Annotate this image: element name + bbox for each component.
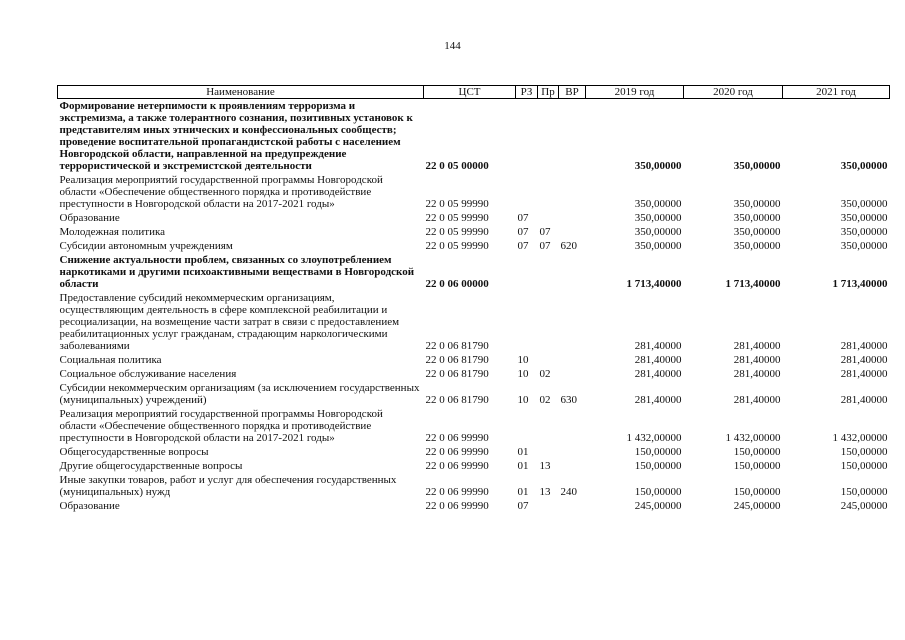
row-2020-cell: 281,40000 — [733, 354, 781, 366]
row-rz-cell — [516, 291, 538, 353]
row-2021-cell: 350,00000 — [840, 160, 888, 172]
row-2020-cell: 150,00000 — [733, 460, 781, 472]
row-vr-cell — [559, 459, 586, 473]
row-2021-cell: 281,40000 — [840, 340, 888, 352]
table-row — [58, 225, 890, 239]
row-vr-cell — [559, 353, 586, 367]
table-row — [58, 381, 890, 407]
row-rz-cell: 10 — [517, 354, 529, 366]
row-vr-cell — [559, 173, 586, 211]
table-row — [58, 291, 890, 353]
row-2020-cell: 281,40000 — [733, 368, 781, 380]
row-pr-cell — [538, 173, 559, 211]
row-2021-cell: 350,00000 — [840, 226, 888, 238]
row-pr-cell: 13 — [539, 486, 551, 498]
header-cst: ЦСТ — [424, 86, 516, 99]
header-name: Наименование — [58, 86, 424, 99]
row-2019-cell: 350,00000 — [634, 198, 682, 210]
row-cst-cell: 22 0 05 00000 — [425, 160, 489, 172]
row-2020-cell: 1 713,40000 — [725, 278, 781, 290]
row-name-cell: Иные закупки товаров, работ и услуг для обеспечения государственных (муниципальных) нужд — [59, 474, 397, 498]
header-vr: ВР — [559, 86, 586, 99]
row-name-cell: Реализация мероприятий государственной программы Новгородской области «Обеспечение общественного порядка и противодействие преступности в Новгородской области на 2017-2021 годы» — [59, 174, 383, 210]
row-vr-cell — [559, 367, 586, 381]
row-2020-cell: 350,00000 — [733, 160, 781, 172]
row-vr-cell — [559, 253, 586, 291]
row-rz-cell — [516, 407, 538, 445]
row-2021-cell: 150,00000 — [840, 446, 888, 458]
row-cst-cell: 22 0 06 81790 — [425, 368, 489, 380]
row-pr-cell: 07 — [539, 226, 551, 238]
row-name-cell: Молодежная политика — [59, 226, 166, 238]
table-row — [58, 407, 890, 445]
table-header-row — [58, 86, 890, 99]
row-name-cell: Другие общегосударственные вопросы — [59, 460, 243, 472]
row-vr-cell — [559, 407, 586, 445]
row-2020-cell: 1 432,00000 — [725, 432, 781, 444]
row-2021-cell: 281,40000 — [840, 368, 888, 380]
row-pr-cell — [538, 407, 559, 445]
table-row — [58, 459, 890, 473]
row-2021-cell: 1 713,40000 — [832, 278, 888, 290]
header-rz: РЗ — [516, 86, 538, 99]
row-pr-cell — [538, 445, 559, 459]
row-cst-cell: 22 0 06 81790 — [425, 340, 489, 352]
row-2020-cell: 350,00000 — [733, 240, 781, 252]
row-vr-cell — [559, 225, 586, 239]
row-2019-cell: 350,00000 — [634, 212, 682, 224]
row-2019-cell: 281,40000 — [634, 368, 682, 380]
table-row — [58, 253, 890, 291]
table-row — [58, 473, 890, 499]
row-name-cell: Субсидии некоммерческим организациям (за исключением государственных (муниципальных) учреждений) — [59, 382, 420, 406]
row-rz-cell: 07 — [517, 240, 529, 252]
row-pr-cell — [538, 211, 559, 225]
row-name-cell: Общегосударственные вопросы — [59, 446, 209, 458]
row-pr-cell: 07 — [539, 240, 551, 252]
row-2021-cell: 150,00000 — [840, 486, 888, 498]
table-row — [58, 353, 890, 367]
row-name-cell: Образование — [59, 500, 120, 512]
row-rz-cell: 01 — [517, 446, 529, 458]
row-name-cell: Социальная политика — [59, 354, 162, 366]
row-name-cell: Формирование нетерпимости к проявлениям терроризма и экстремизма, а также толерантного сознания, позитивных установок к представителям иных этнических и конфессиональных сообществ; проведение воспитательной пропагандистской работы с населением Новгородской области, направленной на предупреждение террористической и экстремистской деятельности — [59, 100, 413, 172]
row-2020-cell: 245,00000 — [733, 500, 781, 512]
row-name-cell: Снижение актуальности проблем, связанных со злоупотреблением наркотиками и другими психоактивными веществами в Новгородской области — [59, 254, 415, 290]
row-cst-cell: 22 0 06 99990 — [425, 500, 489, 512]
row-2021-cell: 1 432,00000 — [832, 432, 888, 444]
row-pr-cell: 13 — [539, 460, 551, 472]
row-cst-cell: 22 0 06 99990 — [425, 460, 489, 472]
row-2019-cell: 245,00000 — [634, 500, 682, 512]
row-cst-cell: 22 0 06 99990 — [425, 486, 489, 498]
row-vr-cell — [559, 291, 586, 353]
row-2020-cell: 150,00000 — [733, 486, 781, 498]
row-2020-cell: 281,40000 — [733, 394, 781, 406]
row-2021-cell: 281,40000 — [840, 394, 888, 406]
row-2019-cell: 350,00000 — [634, 160, 682, 172]
page-number: 144 — [444, 40, 461, 52]
row-2019-cell: 150,00000 — [634, 486, 682, 498]
table-row — [58, 173, 890, 211]
header-pr: Пр — [538, 86, 559, 99]
row-rz-cell — [516, 99, 538, 174]
row-2019-cell: 350,00000 — [634, 240, 682, 252]
row-pr-cell — [538, 353, 559, 367]
row-2019-cell: 281,40000 — [634, 394, 682, 406]
row-2021-cell: 350,00000 — [840, 240, 888, 252]
row-cst-cell: 22 0 06 81790 — [425, 394, 489, 406]
row-cst-cell: 22 0 05 99990 — [425, 198, 489, 210]
table-row — [58, 99, 890, 174]
header-2019: 2019 год — [586, 86, 684, 99]
row-2021-cell: 350,00000 — [840, 212, 888, 224]
row-rz-cell: 10 — [517, 394, 529, 406]
header-2021: 2021 год — [783, 86, 890, 99]
row-2021-cell: 150,00000 — [840, 460, 888, 472]
row-vr-cell — [559, 211, 586, 225]
row-vr-cell: 620 — [560, 240, 577, 252]
row-2021-cell: 281,40000 — [840, 354, 888, 366]
row-rz-cell — [516, 173, 538, 211]
row-2019-cell: 150,00000 — [634, 460, 682, 472]
row-pr-cell: 02 — [539, 394, 551, 406]
row-vr-cell — [559, 445, 586, 459]
budget-table — [57, 85, 890, 513]
row-cst-cell: 22 0 06 99990 — [425, 432, 489, 444]
row-pr-cell — [538, 291, 559, 353]
row-rz-cell: 01 — [517, 486, 529, 498]
table-row — [58, 499, 890, 513]
table-row — [58, 239, 890, 253]
table-row — [58, 211, 890, 225]
row-pr-cell — [538, 99, 559, 174]
row-pr-cell: 02 — [539, 368, 551, 380]
row-cst-cell: 22 0 05 99990 — [425, 212, 489, 224]
row-rz-cell: 07 — [517, 212, 529, 224]
table-row — [58, 445, 890, 459]
row-2019-cell: 281,40000 — [634, 340, 682, 352]
row-name-cell: Социальное обслуживание населения — [59, 368, 237, 380]
row-vr-cell: 630 — [560, 394, 577, 406]
row-2019-cell: 1 432,00000 — [626, 432, 682, 444]
row-2019-cell: 1 713,40000 — [626, 278, 682, 290]
table-row — [58, 367, 890, 381]
row-pr-cell — [538, 499, 559, 513]
row-rz-cell: 01 — [517, 460, 529, 472]
row-vr-cell — [559, 499, 586, 513]
row-cst-cell: 22 0 06 00000 — [425, 278, 489, 290]
row-rz-cell: 07 — [517, 226, 529, 238]
row-name-cell: Реализация мероприятий государственной программы Новгородской области «Обеспечение общественного порядка и противодействие преступности в Новгородской области на 2017-2021 годы» — [59, 408, 383, 444]
row-2021-cell: 245,00000 — [840, 500, 888, 512]
row-2021-cell: 350,00000 — [840, 198, 888, 210]
row-cst-cell: 22 0 06 99990 — [425, 446, 489, 458]
row-2019-cell: 281,40000 — [634, 354, 682, 366]
header-2020: 2020 год — [684, 86, 783, 99]
row-name-cell: Образование — [59, 212, 120, 224]
row-vr-cell — [559, 99, 586, 174]
row-cst-cell: 22 0 05 99990 — [425, 240, 489, 252]
row-cst-cell: 22 0 05 99990 — [425, 226, 489, 238]
row-2020-cell: 281,40000 — [733, 340, 781, 352]
table-body — [58, 99, 890, 514]
row-name-cell: Предоставление субсидий некоммерческим организациям, осуществляющим деятельность в сфере комплексной реабилитации и ресоциализации, на возмещение части затрат в связи с предоставлением реабилитационных услуг гражданам, страдающим наркологическими заболеваниями — [59, 292, 400, 352]
row-vr-cell: 240 — [560, 486, 577, 498]
row-2020-cell: 350,00000 — [733, 226, 781, 238]
row-2019-cell: 350,00000 — [634, 226, 682, 238]
row-2020-cell: 350,00000 — [733, 198, 781, 210]
row-2020-cell: 150,00000 — [733, 446, 781, 458]
row-rz-cell: 07 — [517, 500, 529, 512]
row-2020-cell: 350,00000 — [733, 212, 781, 224]
row-name-cell: Субсидии автономным учреждениям — [59, 240, 233, 252]
row-pr-cell — [538, 253, 559, 291]
row-rz-cell: 10 — [517, 368, 529, 380]
row-2019-cell: 150,00000 — [634, 446, 682, 458]
row-rz-cell — [516, 253, 538, 291]
row-cst-cell: 22 0 06 81790 — [425, 354, 489, 366]
